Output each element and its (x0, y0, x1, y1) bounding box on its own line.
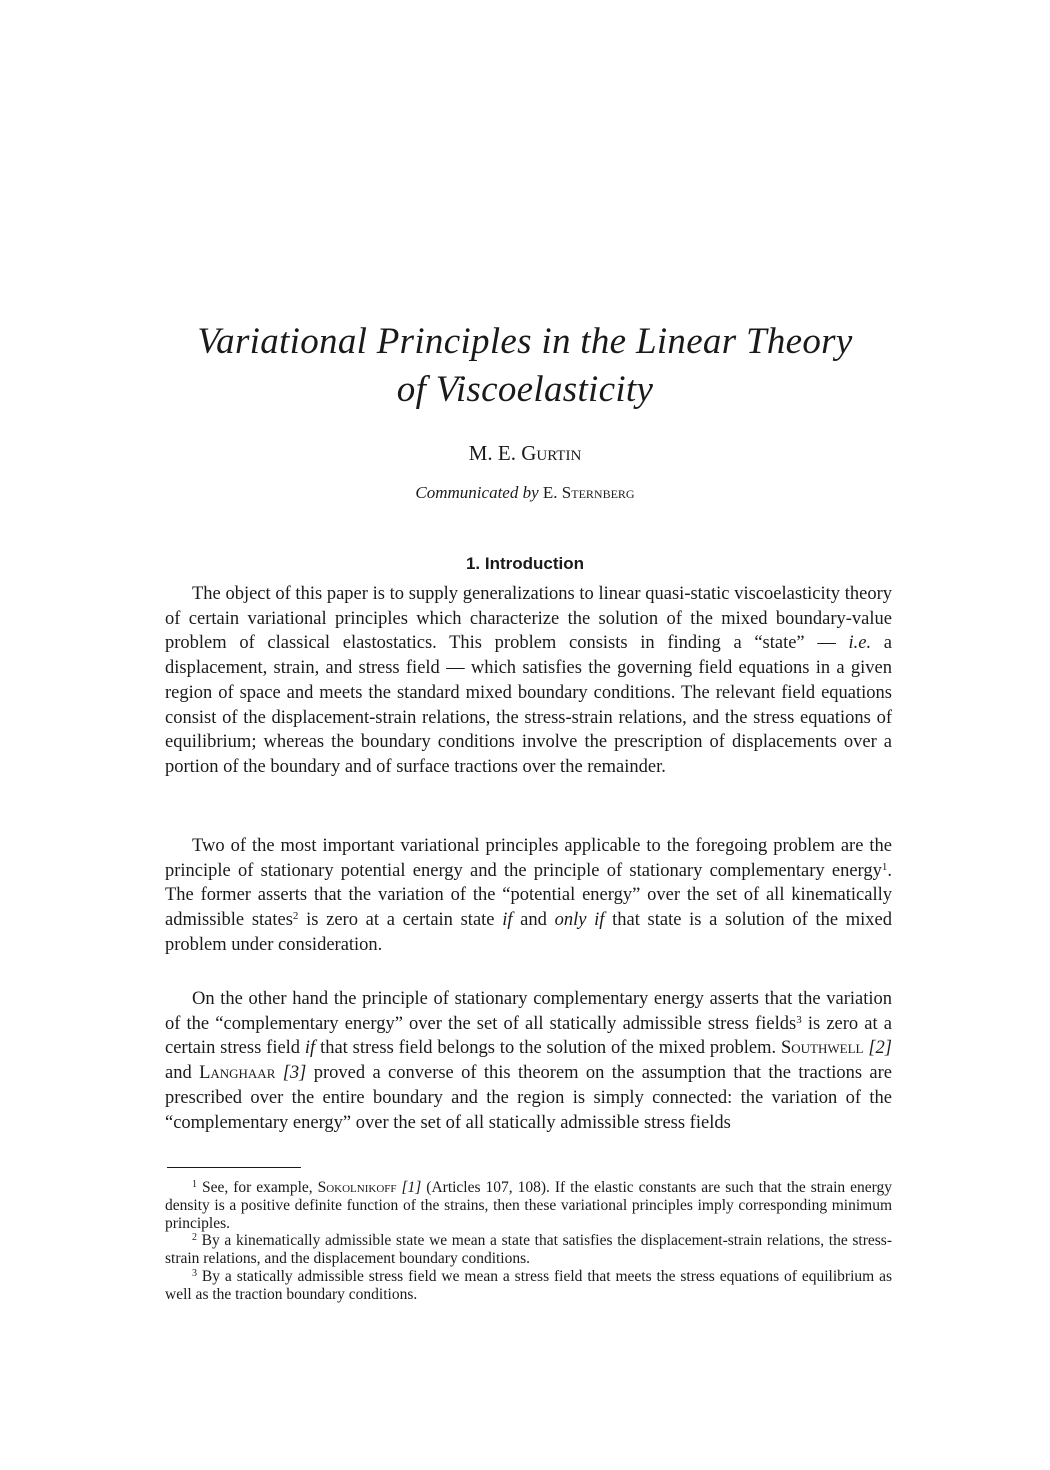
paragraph-3-text-a: On the other hand the principle of stationary complementary energy asserts that the variation of the “complementary energy” over the set of all statically admissible stress fields (165, 989, 892, 1034)
emphasis-if-2: if (304, 1038, 316, 1059)
author-initials: M. E. (468, 441, 516, 465)
footnote-marker-1: 1 (881, 860, 888, 873)
footnote-3-text: By a statically admissible stress field we mean a stress field that meets the stress equations of equilibrium as well as the traction boundary conditions. (165, 1267, 892, 1303)
paragraph-2-text-e: that state is a solution of the mixed problem under consideration. (165, 910, 892, 955)
footnote-1-mark: 1 (192, 1179, 197, 1190)
paragraph-1 (165, 582, 892, 780)
paragraph-2-text-a: Two of the most important variational principles applicable to the foregoing problem are the principle of stationary potential energy and the principle of stationary complementary energy (165, 836, 892, 881)
communicated-by-line (0, 482, 1050, 504)
footnote-1-text-b: (Articles 107, 108). If the elastic constants are such that the strain energy density is a positive definite function of the strains, then these variational principles imply corresponding minimum principles. (165, 1179, 893, 1232)
footnote-1-text-a: See, for example, (197, 1179, 318, 1196)
section-heading-introduction: 1. Introduction (465, 554, 585, 573)
footnote-separator-rule (167, 1167, 301, 1168)
citation-langhaar: Langhaar (199, 1063, 276, 1084)
footnote-3-mark: 3 (192, 1267, 197, 1279)
communicator-name: Sternberg (561, 483, 635, 502)
paper-title-line-1: Variational Principles in the Linear Theory (197, 321, 853, 362)
emphasis-if: if (502, 910, 513, 931)
footnote-3 (165, 1268, 892, 1304)
footnote-marker-2: 2 (292, 910, 299, 923)
citation-southwell: Southwell (780, 1038, 864, 1059)
paragraph-3-text-c: that stress field belongs to the solution of the mixed problem. (315, 1038, 781, 1059)
citation-sokolnikoff: Sokolnikoff (317, 1179, 397, 1196)
paragraph-2-text-d: and (512, 910, 555, 931)
reference-2: [2] (868, 1038, 893, 1059)
author-surname: Gurtin (521, 441, 582, 465)
paragraph-2-text-c: is zero at a certain state (298, 910, 503, 931)
reference-3: [3] (282, 1063, 307, 1084)
ie-abbrev: i.e. (848, 633, 872, 654)
communicated-prefix: Communicated by (415, 483, 539, 502)
author-name (0, 440, 1050, 466)
paragraph-2-text-b: . The former asserts that the variation of the “potential energy” over the set of all kinematically admissible states (165, 860, 892, 931)
communicator-initial: E. (542, 483, 558, 502)
footnote-marker-3: 3 (796, 1013, 802, 1026)
footnote-1 (165, 1179, 892, 1232)
footnote-2-mark: 2 (192, 1232, 197, 1244)
paragraph-1-text-a: The object of this paper is to supply generalizations to linear quasi-static viscoelasticity theory of certain variational principles which characterize the solution of the mixed boundary-value problem of classical elastostatics. This problem consists in finding a “state” — (165, 584, 892, 654)
paragraph-2 (165, 834, 892, 958)
reference-1: [1] (401, 1179, 422, 1196)
paragraph-1-text-b: a displacement, strain, and stress field — which satisfies the governing field equations in a given region of space and meets the standard mixed boundary conditions. The relevant field equations consist of the displacement-strain relations, the stress-strain relations, and the stress equations of equilibrium; whereas the boundary conditions involve the prescription of displacements over a portion of the boundary and of surface tractions over the remainder. (165, 633, 892, 777)
paper-title-line-2: of Viscoelasticity (396, 369, 654, 410)
paragraph-3-text-b: is zero at a certain stress field (165, 1013, 892, 1059)
footnote-2-text: By a kinematically admissible state we mean a state that satisfies the displacement-strain relations, the stress-strain relations, and the displacement boundary conditions. (165, 1232, 892, 1268)
paragraph-3-and: and (165, 1063, 200, 1084)
paragraph-3-text-d: proved a converse of this theorem on the assumption that the tractions are prescribed over the entire boundary and the region is simply connected: the variation of the “complementary energy” over the set of all statically admissible stress fields (165, 1063, 893, 1133)
emphasis-only-if: only if (554, 910, 605, 931)
footnote-2 (165, 1232, 892, 1268)
footnotes (165, 1179, 892, 1304)
paragraph-3 (165, 987, 892, 1135)
